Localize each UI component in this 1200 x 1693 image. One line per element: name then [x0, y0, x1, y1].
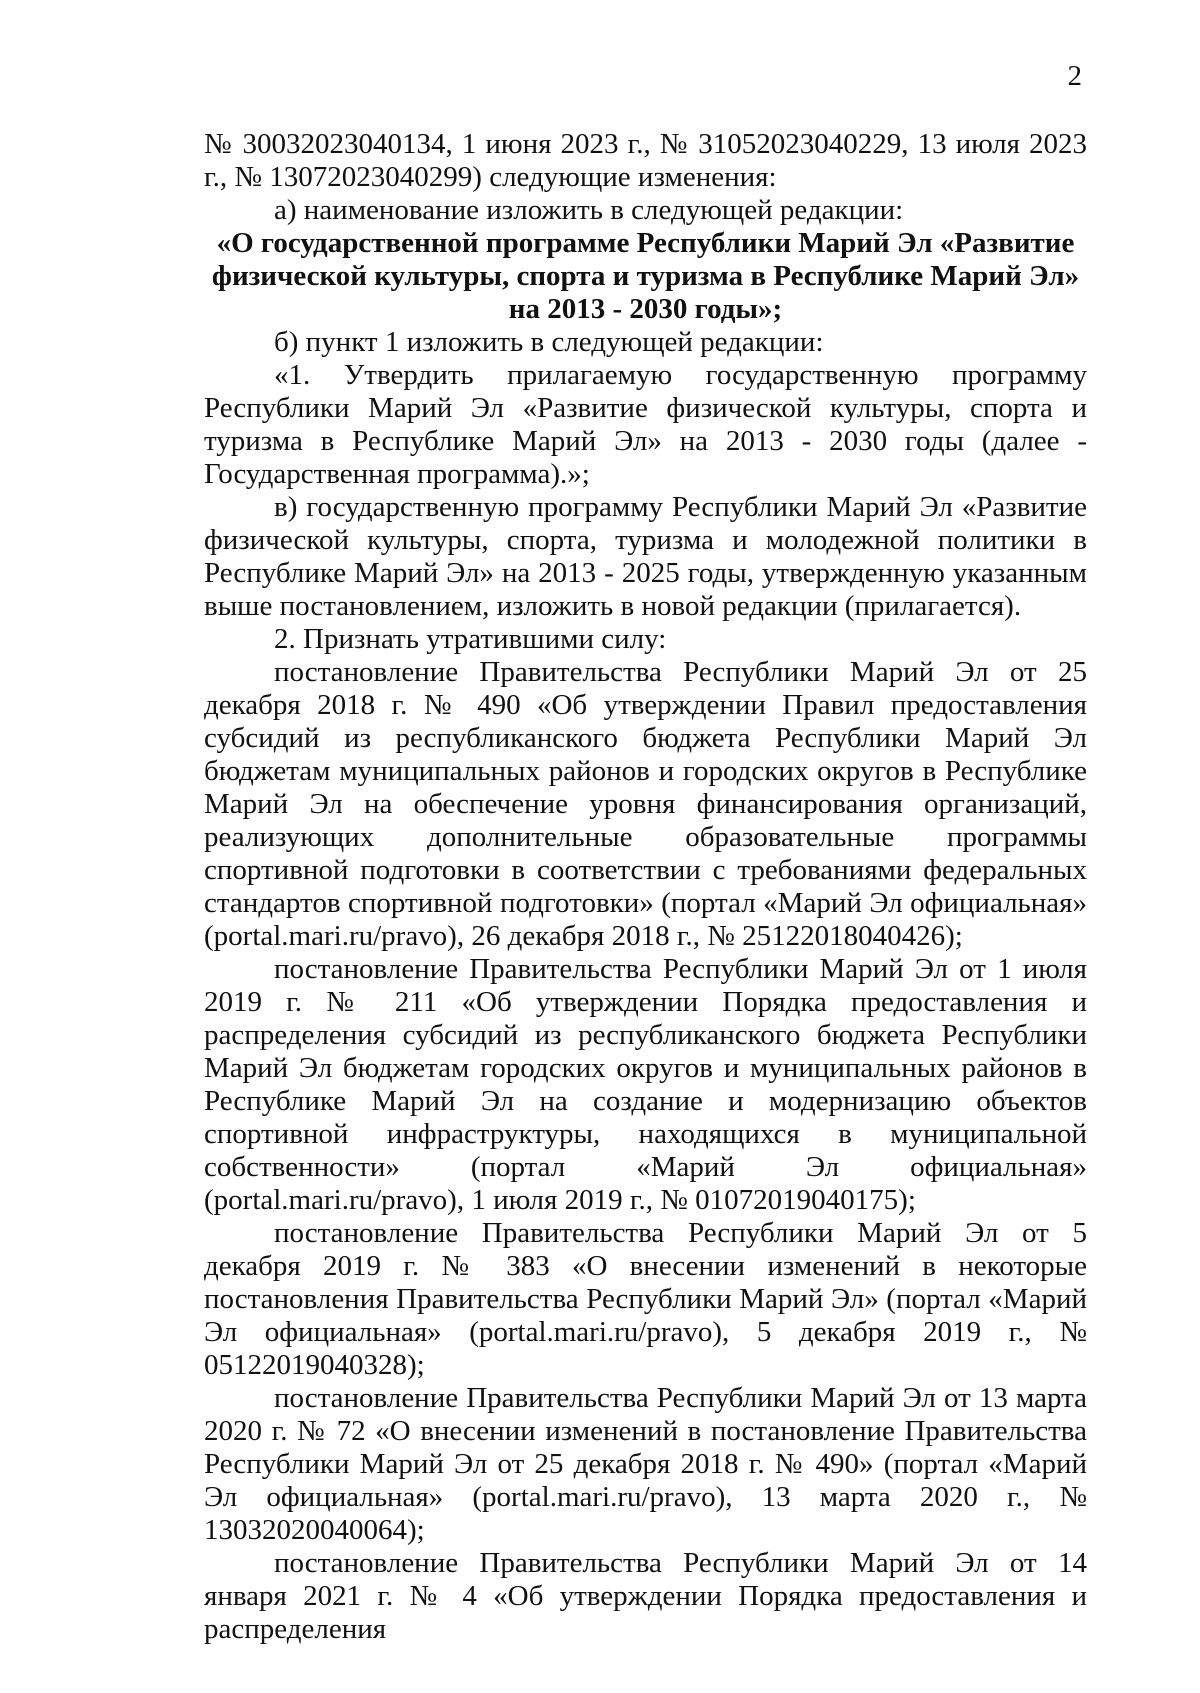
paragraph-decree-490: постановление Правительства Республики Марий Эл от 25 декабря 2018 г. № 490 «Об утверждении Правил предоставления субсидий из республиканского бюджета Республики Марий Эл бюджетам муниципальных районов и городских округов в Республике Марий Эл на обеспечение уровня финансирования организаций, реализующих дополнительные образовательные программы спортивной подготовки в соответствии с требованиями федеральных стандартов спортивной подготовки» (портал «Марий Эл официальная» (portal.mari.ru/pravo), 26 декабря 2018 г., № 25122018040426);: [204, 656, 1087, 952]
paragraph-item-a: а) наименование изложить в следующей редакции:: [274, 194, 904, 226]
paragraph-item-b: б) пункт 1 изложить в следующей редакции:: [274, 326, 824, 358]
paragraph-decree-4: постановление Правительства Республики Марий Эл от 14 января 2021 г. № 4 «Об утверждении Порядка предоставления и распределения: [204, 1547, 1087, 1645]
paragraph-point-2: 2. Признать утратившими силу:: [274, 623, 667, 655]
paragraph-point-1: «1. Утвердить прилагаемую государственную программу Республики Марий Эл «Развитие физической культуры, спорта и туризма в Республике Марий Эл» на 2013 - 2030 годы (далее - Государственная программа).»;: [204, 359, 1087, 490]
paragraph-decree-383: постановление Правительства Республики Марий Эл от 5 декабря 2019 г. № 383 «О внесении изменений в некоторые постановления Правительства Республики Марий Эл» (портал «Марий Эл официальная» (portal.mari.ru/pravo), 5 декабря 2019 г., № 05122019040328);: [204, 1217, 1087, 1381]
program-title: «О государственной программе Республики Марий Эл «Развитие физической культуры, спорта и туризма в Республике Марий Эл» на 2013 - 2030 годы»;: [211, 227, 1080, 325]
paragraph-decree-211: постановление Правительства Республики Марий Эл от 1 июля 2019 г. № 211 «Об утверждении Порядка предоставления и распределения субсидий из республиканского бюджета Республики Марий Эл бюджетам городских округов и муниципальных районов в Республике Марий Эл на создание и модернизацию объектов спортивной инфраструктуры, находящихся в муниципальной собственности» (портал «Марий Эл официальная» (portal.mari.ru/pravo), 1 июля 2019 г., № 01072019040175);: [204, 953, 1087, 1216]
page-number: 2: [1067, 60, 1082, 92]
paragraph-item-c: в) государственную программу Республики Марий Эл «Развитие физической культуры, спорта, туризма и молодежной политики в Республике Марий Эл» на 2013 - 2025 годы, утвержденную указанным выше постановлением, изложить в новой редакции (прилагается).: [204, 491, 1087, 622]
paragraph-intro: № 30032023040134, 1 июня 2023 г., № 31052023040229, 13 июля 2023 г., № 13072023040299) следующие изменения:: [204, 128, 1087, 193]
paragraph-decree-72: постановление Правительства Республики Марий Эл от 13 марта 2020 г. № 72 «О внесении изменений в постановление Правительства Республики Марий Эл от 25 декабря 2018 г. № 490» (портал «Марий Эл официальная» (portal.mari.ru/pravo), 13 марта 2020 г., № 13032020040064);: [204, 1382, 1087, 1546]
document-body: [204, 128, 1087, 1646]
